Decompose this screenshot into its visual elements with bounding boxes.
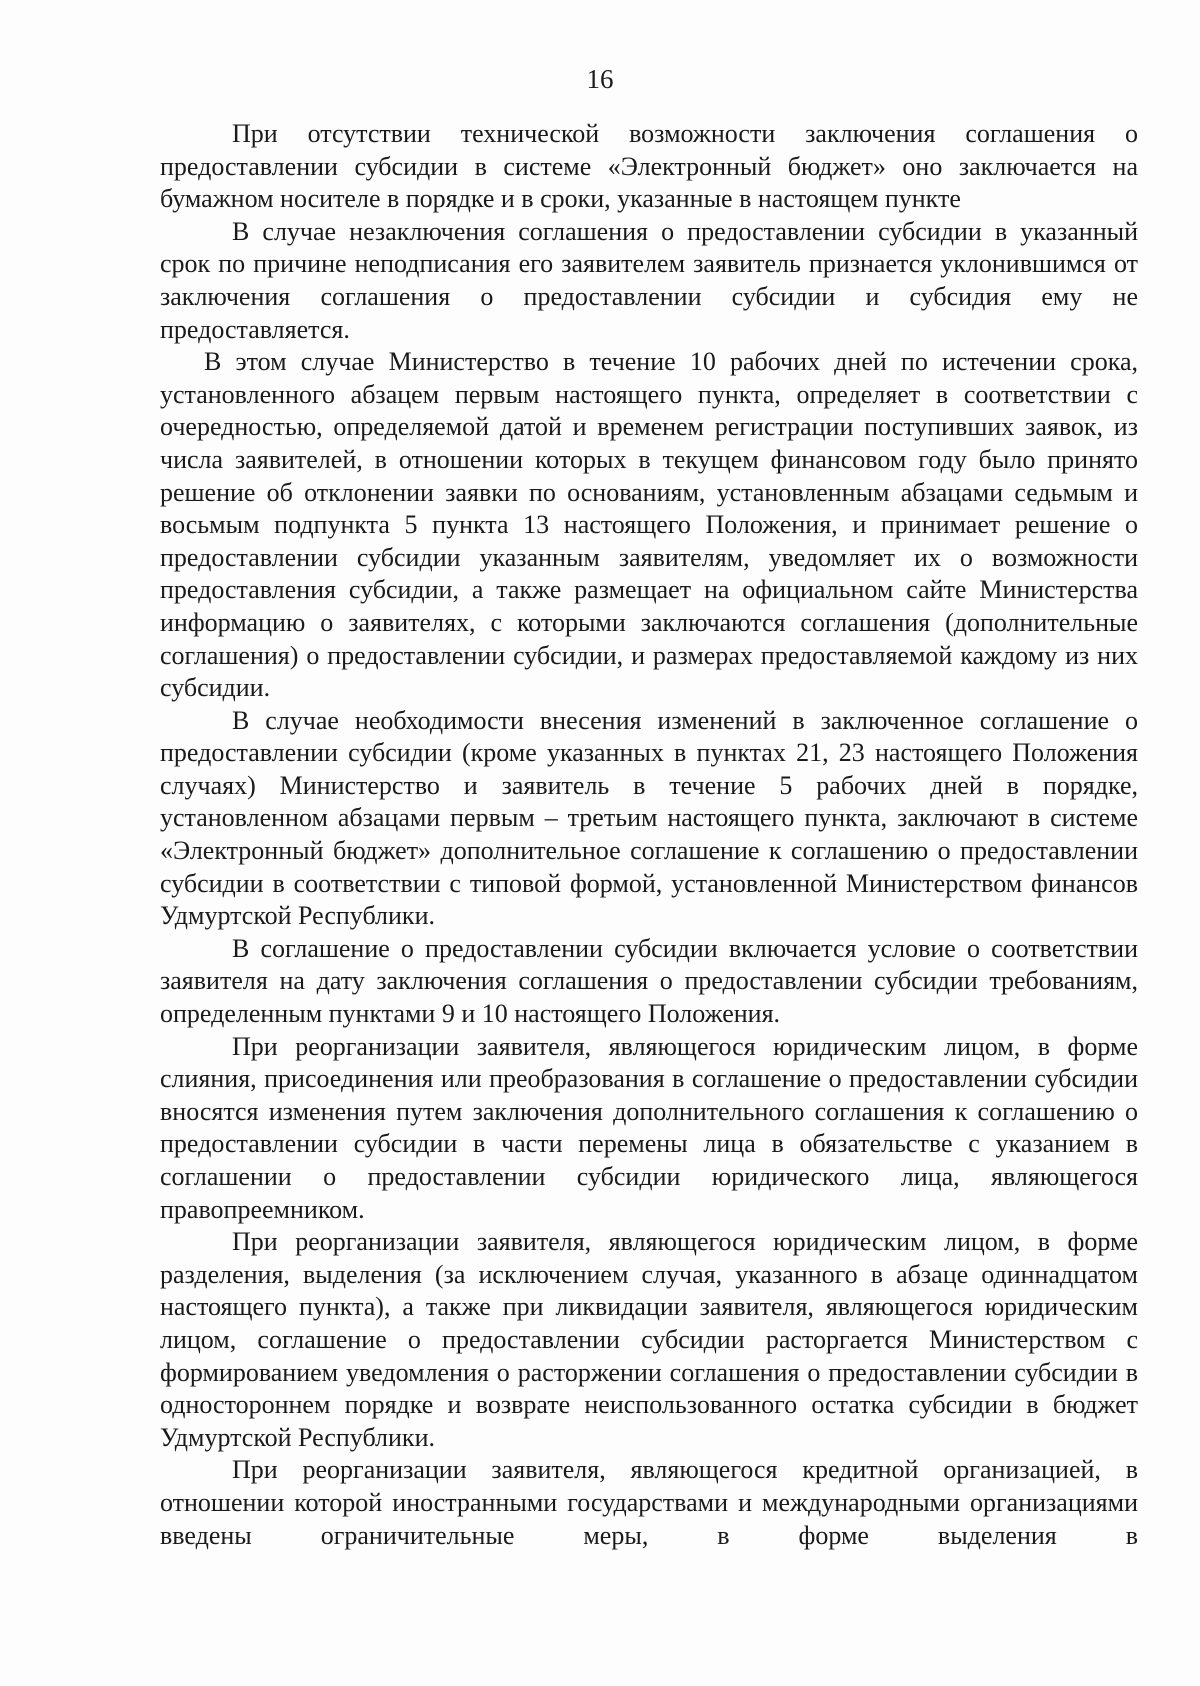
paragraph-6: При реорганизации заявителя, являющегося юридическим лицом, в форме слияния, присоединения или преобразования в соглашение о предоставлении субсидии вносятся изменения путем заключения дополнительного соглашения к соглашению о предоставлении субсидии в части перемены лица в обязательстве с указанием в соглашении о предоставлении субсидии юридического лица, являющегося правопреемником. (160, 1031, 1138, 1224)
page-number: 16 (586, 64, 614, 94)
paragraph-4: В случае необходимости внесения изменений в заключенное соглашение о предоставлении субсидии (кроме указанных в пунктах 21, 23 настоящего Положения случаях) Министерство и заявитель в течение 5 рабочих дней в порядке, установленном абзацами первым – третьим настоящего пункта, заключают в системе «Электронный бюджет» дополнительное соглашение к соглашению о предоставлении субсидии в соответствии с типовой формой, установленной Министерством финансов Удмуртской Республики. (160, 705, 1138, 931)
paragraph-3: В этом случае Министерство в течение 10 рабочих дней по истечении срока, установленного абзацем первым настоящего пункта, определяет в соответствии с очередностью, определяемой датой и временем регистрации поступивших заявок, из числа заявителей, в отношении которых в текущем финансовом году было принято решение об отклонении заявки по основаниям, установленным абзацами седьмым и восьмым подпункта 5 пункта 13 настоящего Положения, и принимает решение о предоставлении субсидии указанным заявителям, уведомляет их о возможности предоставления субсидии, а также размещает на официальном сайте Министерства информацию о заявителях, с которыми заключаются соглашения (дополнительные соглашения) о предоставлении субсидии, и размерах предоставляемой каждому из них субсидии. (160, 347, 1138, 703)
paragraph-1: При отсутствии технической возможности заключения соглашения о предоставлении субсидии в системе «Электронный бюджет» оно заключается на бумажном носителе в порядке и в сроки, указанные в настоящем пункте (160, 119, 1138, 214)
paragraph-5: В соглашение о предоставлении субсидии включается условие о соответствии заявителя на дату заключения соглашения о предоставлении субсидии требованиям, определенным пунктами 9 и 10 настоящего Положения. (160, 933, 1138, 1029)
paragraph-8: При реорганизации заявителя, являющегося кредитной организацией, в отношении которой иностранными государствами и международными организациями введены ограничительные меры, в форме выделения в (160, 1455, 1138, 1550)
paragraph-7: При реорганизации заявителя, являющегося юридическим лицом, в форме разделения, выделения (за исключением случая, указанного в абзаце одиннадцатом настоящего пункта), а также при ликвидации заявителя, являющегося юридическим лицом, соглашение о предоставлении субсидии расторгается Министерством с формированием уведомления о расторжении соглашения о предоставлении субсидии в одностороннем порядке и возврате неиспользованного остатка субсидии в бюджет Удмуртской Республики. (160, 1227, 1138, 1452)
document-body (160, 118, 1138, 1552)
paragraph-2: В случае незаключения соглашения о предоставлении субсидии в указанный срок по причине неподписания его заявителем заявитель признается уклонившимся от заключения соглашения о предоставлении субсидии и субсидия ему не предоставляется. (160, 216, 1138, 344)
